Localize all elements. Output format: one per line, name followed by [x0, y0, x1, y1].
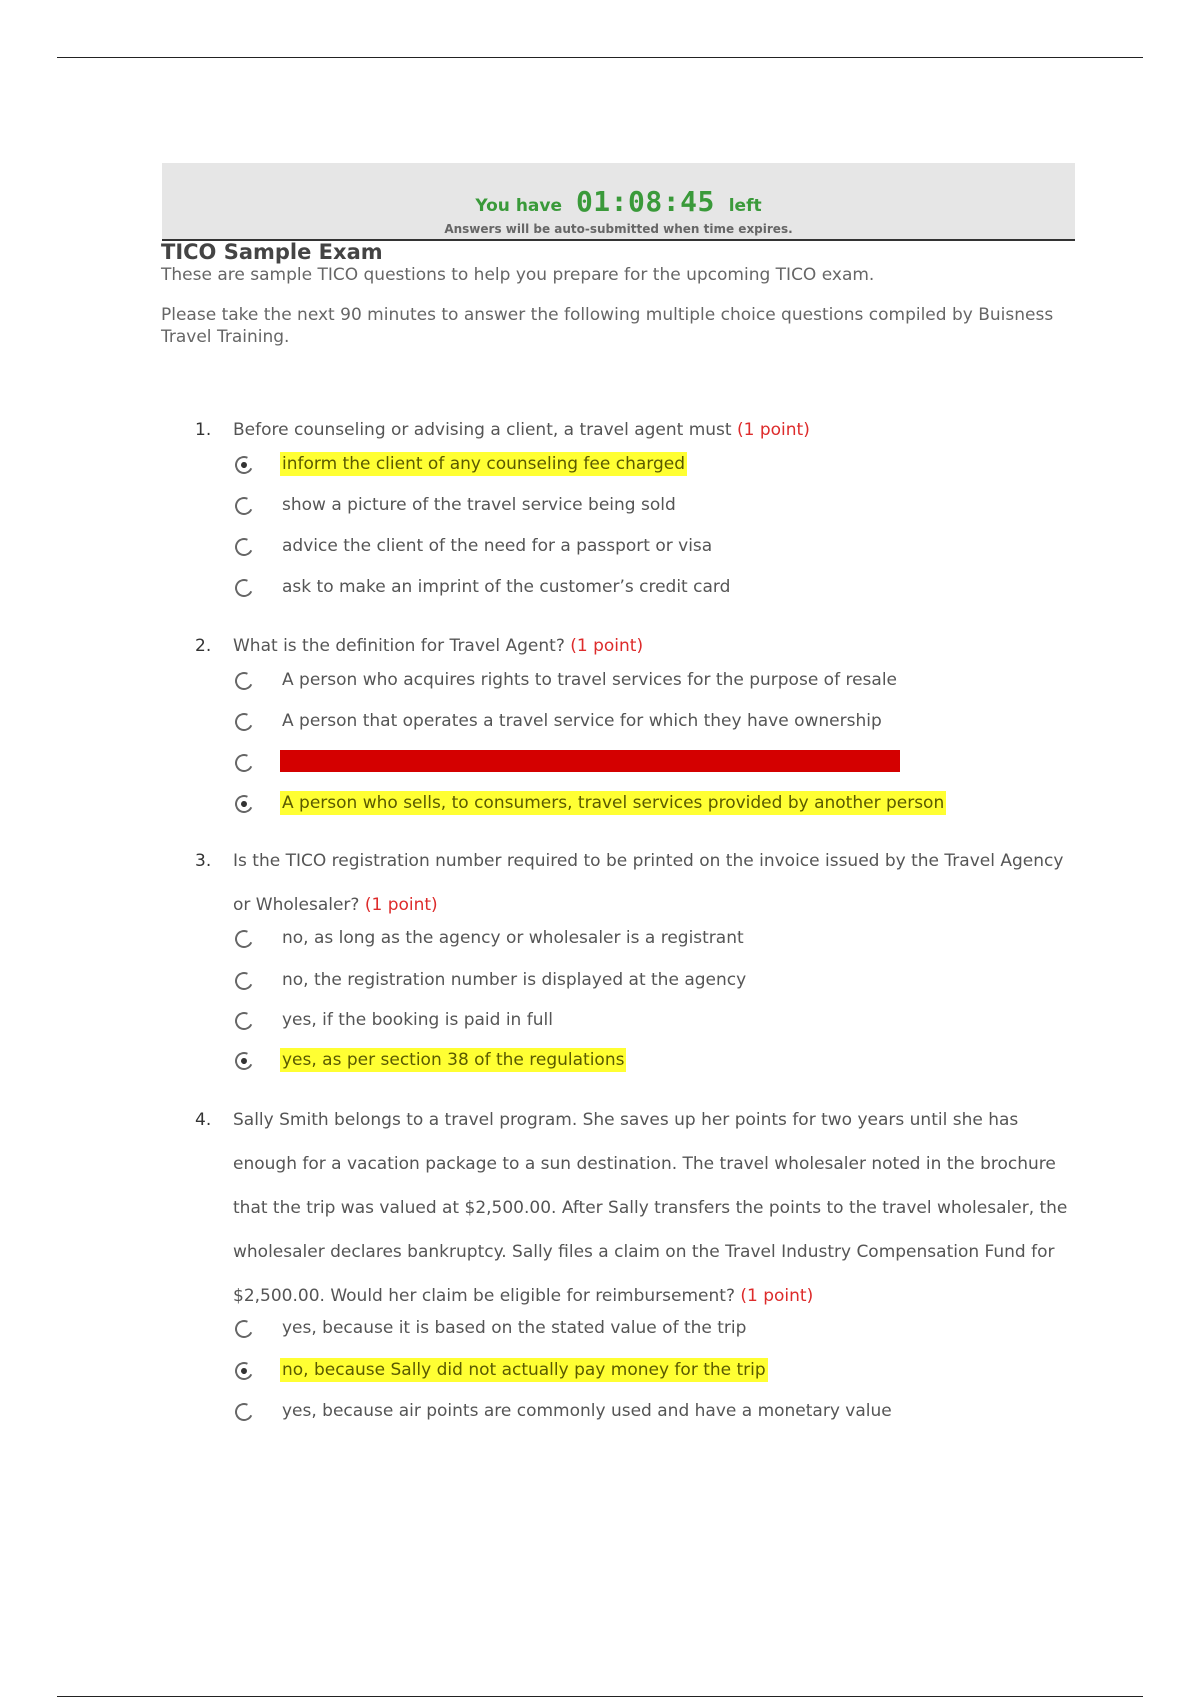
answer-option[interactable] — [235, 790, 1075, 820]
option-label: ask to make an imprint of the customer’s credit card — [282, 577, 731, 597]
radio-button[interactable] — [232, 927, 255, 950]
answer-option[interactable] — [235, 1398, 1075, 1428]
radio-button[interactable] — [232, 535, 255, 558]
page-title: TICO Sample Exam — [161, 240, 383, 264]
timer-note: Answers will be auto-submitted when time expires. — [444, 222, 793, 236]
page-top-rule — [57, 57, 1143, 58]
question-points: (1 point) — [364, 895, 438, 915]
option-label: yes, because air points are commonly used and have a monetary value — [282, 1401, 892, 1421]
radio-button[interactable] — [232, 1009, 255, 1032]
option-label: yes, because it is based on the stated value of the trip — [282, 1318, 747, 1338]
answer-option[interactable] — [235, 749, 1075, 779]
question-number: 4. — [195, 1110, 212, 1130]
question-text — [233, 839, 1075, 927]
radio-button[interactable] — [232, 969, 255, 992]
option-label: no, the registration number is displayed at the agency — [282, 970, 747, 990]
question-prompt: What is the definition for Travel Agent? — [233, 636, 565, 656]
answer-option[interactable] — [235, 925, 1075, 955]
timer-prefix: You have — [475, 196, 563, 216]
radio-button-selected[interactable] — [232, 453, 255, 476]
option-label: yes, if the booking is paid in full — [282, 1010, 553, 1030]
answer-option[interactable] — [235, 1007, 1075, 1037]
answer-option[interactable] — [235, 451, 1075, 481]
radio-button[interactable] — [232, 669, 255, 692]
timer-line — [162, 185, 1075, 218]
answer-option[interactable] — [235, 1315, 1075, 1345]
option-label: A person that operates a travel service for which they have ownership — [282, 711, 882, 731]
question-text — [233, 408, 1075, 452]
answer-option[interactable] — [235, 1047, 1075, 1077]
option-label: yes, as per section 38 of the regulations — [282, 1050, 625, 1070]
answer-option[interactable] — [235, 574, 1075, 604]
answer-option[interactable] — [235, 967, 1075, 997]
option-label: inform the client of any counseling fee charged — [282, 454, 685, 474]
radio-button[interactable] — [232, 710, 255, 733]
radio-button-selected[interactable] — [232, 1359, 255, 1382]
option-label: no, as long as the agency or wholesaler is a registrant — [282, 928, 744, 948]
timer-suffix: left — [728, 196, 762, 216]
option-label: advice the client of the need for a passport or visa — [282, 536, 713, 556]
question-points: (1 point) — [740, 1286, 814, 1306]
question-text — [233, 624, 1075, 668]
exam-intro: These are sample TICO questions to help you prepare for the upcoming TICO exam. — [161, 265, 875, 285]
option-label: A person who acquires rights to travel services for the purpose of resale — [282, 670, 897, 690]
question-text — [233, 1098, 1075, 1318]
radio-button-selected[interactable] — [232, 792, 255, 815]
radio-button[interactable] — [232, 494, 255, 517]
radio-button-selected[interactable] — [232, 1049, 255, 1072]
question-number: 3. — [195, 851, 212, 871]
question-number: 1. — [195, 420, 212, 440]
question-prompt: Sally Smith belongs to a travel program. She saves up her points for two years until she has enough for a vacation package to a sun destination. The travel wholesaler noted in the brochure that the trip was valued at $2,500.00. After Sally transfers the points to the travel wholesaler, the wholesaler declares bankruptcy. Sally files a claim on the Travel Industry Compensation Fund for $2,500.00. Would her claim be eligible for reimbursement? — [233, 1110, 1068, 1306]
option-label: A person who sells, to consumers, travel services provided by another person — [282, 793, 945, 813]
timer-bar — [162, 163, 1075, 241]
answer-option[interactable] — [235, 1357, 1075, 1387]
radio-button[interactable] — [232, 1400, 255, 1423]
redacted-option-label — [280, 750, 900, 772]
exam-instructions: Please take the next 90 minutes to answer the following multiple choice questions compiled by Buisness Travel Training. — [161, 305, 1054, 347]
answer-option[interactable] — [235, 667, 1075, 697]
answer-option[interactable] — [235, 533, 1075, 563]
timer-countdown: 01:08:45 — [575, 185, 715, 218]
question-prompt: Is the TICO registration number required to be printed on the invoice issued by the Travel Agency or Wholesaler? — [233, 851, 1064, 915]
option-label: no, because Sally did not actually pay money for the trip — [282, 1360, 766, 1380]
radio-button[interactable] — [232, 751, 255, 774]
question-points: (1 point) — [570, 636, 644, 656]
option-label: show a picture of the travel service being sold — [282, 495, 676, 515]
question-points: (1 point) — [736, 420, 810, 440]
page-bottom-rule — [57, 1696, 1143, 1697]
question-prompt: Before counseling or advising a client, a travel agent must — [233, 420, 732, 440]
question-number: 2. — [195, 636, 212, 656]
answer-option[interactable] — [235, 708, 1075, 738]
answer-option[interactable] — [235, 492, 1075, 522]
radio-button[interactable] — [232, 1317, 255, 1340]
radio-button[interactable] — [232, 576, 255, 599]
